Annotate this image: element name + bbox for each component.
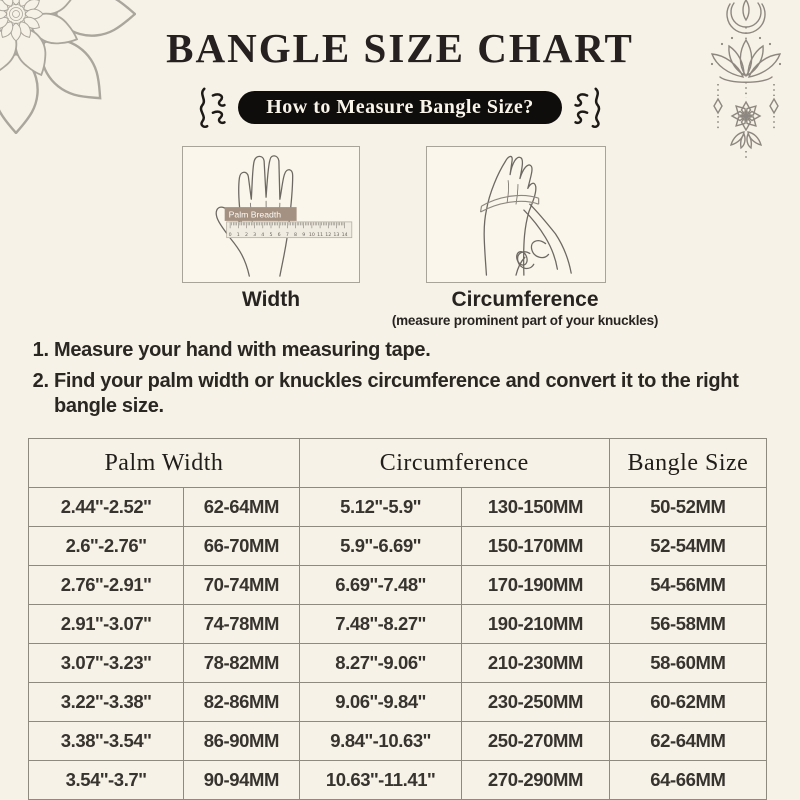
- table-cell: 82-86MM: [183, 683, 299, 722]
- header-bangle-size: Bangle Size: [609, 439, 766, 488]
- hand-with-ruler-illustration: [183, 147, 359, 282]
- instruction-step-2: 2. Find your palm width or knuckles circumference and convert it to the right bangle size.: [54, 369, 800, 419]
- svg-text:9: 9: [302, 233, 306, 239]
- circumference-note: (measure prominent part of your knuckles): [391, 313, 659, 328]
- table-cell: 210-230MM: [462, 644, 610, 683]
- table-cell: 66-70MM: [183, 527, 299, 566]
- table-cell: 170-190MM: [462, 566, 610, 605]
- how-to-measure-badge: How to Measure Bangle Size?: [238, 91, 562, 124]
- svg-text:0: 0: [228, 233, 232, 239]
- table-cell: 250-270MM: [462, 722, 610, 761]
- header-palm-width: Palm Width: [29, 439, 300, 488]
- circumference-caption-block: [370, 288, 680, 328]
- table-cell: 74-78MM: [183, 605, 299, 644]
- table-row: [29, 488, 767, 527]
- page-title: BANGLE SIZE CHART: [166, 25, 634, 71]
- table-cell: 7.48''-8.27'': [299, 605, 461, 644]
- svg-text:11: 11: [317, 233, 324, 239]
- table-cell: 62-64MM: [609, 722, 766, 761]
- table-row: [29, 683, 767, 722]
- table-cell: 2.44''-2.52'': [29, 488, 184, 527]
- size-table: [28, 438, 767, 800]
- size-table-body: [29, 488, 767, 800]
- table-cell: 190-210MM: [462, 605, 610, 644]
- table-cell: 62-64MM: [183, 488, 299, 527]
- table-cell: 3.38''-3.54'': [29, 722, 184, 761]
- how-to-measure-badge-row: [0, 84, 800, 130]
- svg-text:6: 6: [277, 233, 281, 239]
- left-flourish-icon: [194, 84, 228, 130]
- table-header-row: [29, 439, 767, 488]
- table-cell: 78-82MM: [183, 644, 299, 683]
- table-cell: 90-94MM: [183, 761, 299, 800]
- table-cell: 9.84''-10.63'': [299, 722, 461, 761]
- table-cell: 56-58MM: [609, 605, 766, 644]
- pinched-hand-illustration: [427, 147, 605, 282]
- table-cell: 5.12''-5.9'': [299, 488, 461, 527]
- table-cell: 52-54MM: [609, 527, 766, 566]
- table-cell: 3.07''-3.23'': [29, 644, 184, 683]
- circumference-diagram: [426, 146, 606, 283]
- table-cell: 60-62MM: [609, 683, 766, 722]
- table-cell: 58-60MM: [609, 644, 766, 683]
- svg-text:12: 12: [325, 233, 332, 239]
- palm-breadth-tag-label: Palm Breadth: [228, 209, 282, 220]
- table-cell: 54-56MM: [609, 566, 766, 605]
- table-cell: 3.22''-3.38'': [29, 683, 184, 722]
- table-row: [29, 527, 767, 566]
- svg-text:2: 2: [244, 233, 248, 239]
- table-cell: 9.06''-9.84'': [299, 683, 461, 722]
- table-row: [29, 644, 767, 683]
- svg-text:5: 5: [269, 233, 273, 239]
- table-cell: 86-90MM: [183, 722, 299, 761]
- svg-text:3: 3: [253, 233, 257, 239]
- svg-text:14: 14: [341, 233, 348, 239]
- svg-text:8: 8: [294, 233, 298, 239]
- table-row: [29, 722, 767, 761]
- table-row: [29, 761, 767, 800]
- table-cell: 270-290MM: [462, 761, 610, 800]
- circumference-caption: Circumference: [451, 288, 599, 311]
- instructions-list: [26, 338, 800, 426]
- table-cell: 130-150MM: [462, 488, 610, 527]
- right-flourish-icon: [572, 84, 606, 130]
- table-cell: 150-170MM: [462, 527, 610, 566]
- table-cell: 70-74MM: [183, 566, 299, 605]
- svg-text:1: 1: [236, 233, 240, 239]
- width-caption: Width: [241, 288, 301, 311]
- instruction-step-1: 1. Measure your hand with measuring tape.: [54, 338, 800, 363]
- table-row: [29, 566, 767, 605]
- table-cell: 64-66MM: [609, 761, 766, 800]
- palm-width-diagram: [182, 146, 360, 283]
- table-cell: 230-250MM: [462, 683, 610, 722]
- table-cell: 2.6''-2.76'': [29, 527, 184, 566]
- table-row: [29, 605, 767, 644]
- table-cell: 50-52MM: [609, 488, 766, 527]
- table-cell: 2.76''-2.91'': [29, 566, 184, 605]
- header-circumference: Circumference: [299, 439, 609, 488]
- table-cell: 8.27''-9.06'': [299, 644, 461, 683]
- svg-text:13: 13: [333, 233, 340, 239]
- svg-text:7: 7: [285, 233, 289, 239]
- svg-text:4: 4: [261, 233, 265, 239]
- table-cell: 3.54''-3.7'': [29, 761, 184, 800]
- svg-text:10: 10: [308, 233, 315, 239]
- table-cell: 6.69''-7.48'': [299, 566, 461, 605]
- table-cell: 5.9''-6.69'': [299, 527, 461, 566]
- table-cell: 10.63''-11.41'': [299, 761, 461, 800]
- table-cell: 2.91''-3.07'': [29, 605, 184, 644]
